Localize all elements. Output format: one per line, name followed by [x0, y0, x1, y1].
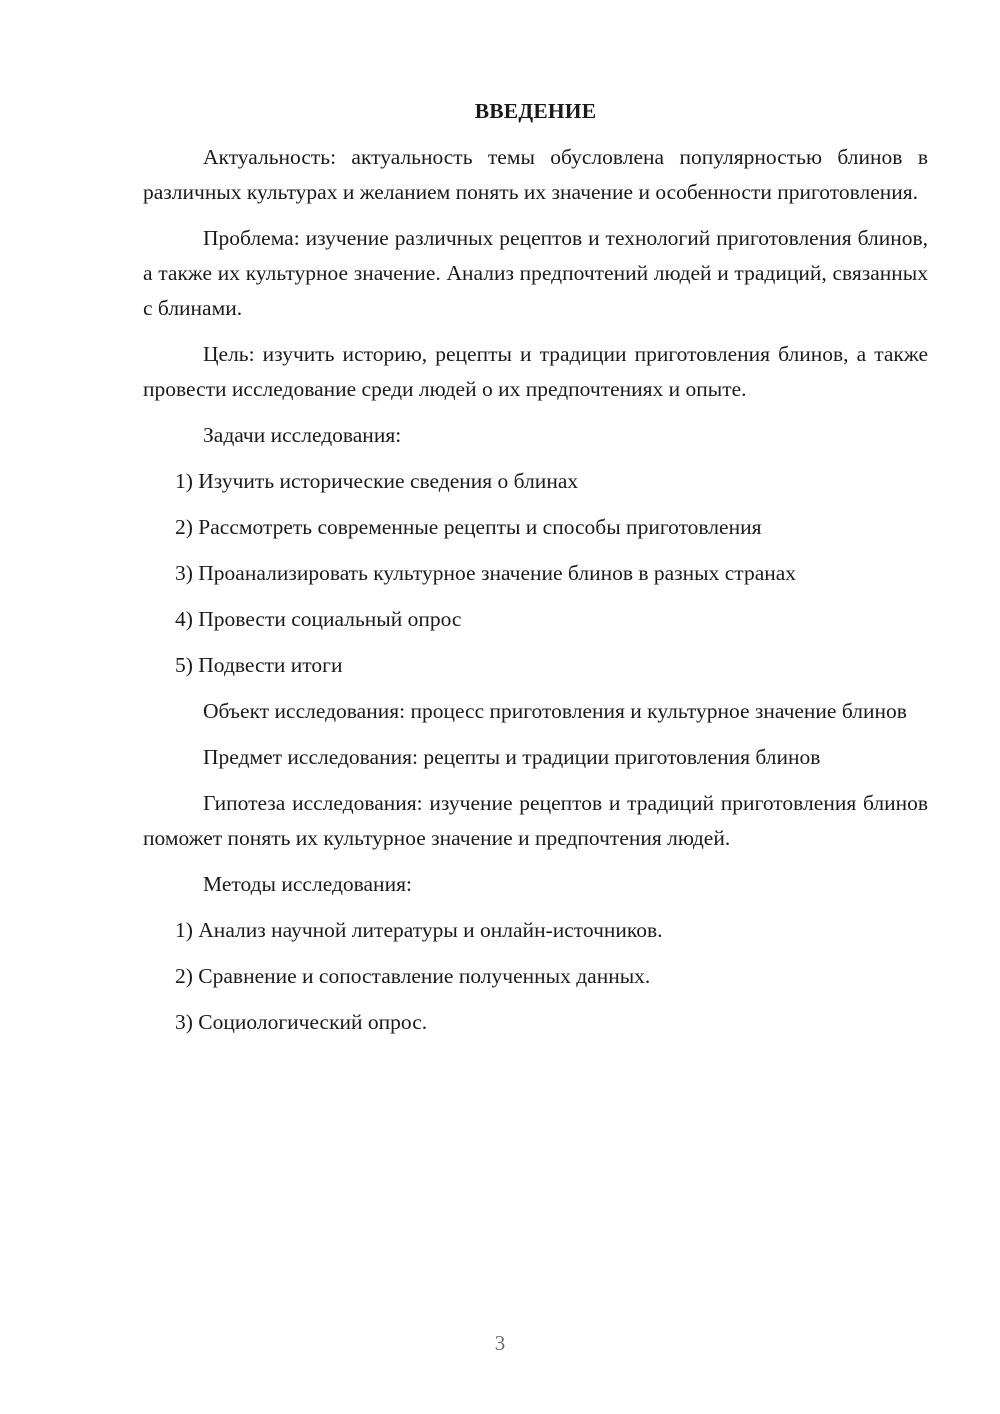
task-item: 5) Подвести итоги [175, 653, 343, 677]
section-title: ВВЕДЕНИЕ [474, 99, 597, 123]
method-item: 2) Сравнение и сопоставление полученных данных. [175, 964, 651, 988]
problem-paragraph: Проблема: изучение различных рецептов и технологий приготовления блинов, а также их культурное значение. Анализ предпочтений людей и традиций, связанных с блинами. [143, 226, 928, 320]
methods-heading: Методы исследования: [203, 872, 412, 896]
task-item: 1) Изучить исторические сведения о блинах [175, 469, 579, 493]
goal-paragraph: Цель: изучить историю, рецепты и традиции приготовления блинов, а также провести исследование среди людей о их предпочтениях и опыте. [143, 342, 928, 401]
hypothesis-paragraph: Гипотеза исследования: изучение рецептов и традиций приготовления блинов поможет понять их культурное значение и предпочтения людей. [143, 791, 928, 850]
object-paragraph: Объект исследования: процесс приготовления и культурное значение блинов [203, 699, 907, 723]
tasks-heading: Задачи исследования: [203, 423, 402, 447]
task-item: 3) Проанализировать культурное значение блинов в разных странах [175, 561, 797, 585]
task-item: 4) Провести социальный опрос [175, 607, 462, 631]
page-number: 3 [494, 1331, 506, 1355]
method-item: 3) Социологический опрос. [175, 1010, 428, 1034]
method-item: 1) Анализ научной литературы и онлайн-источников. [175, 918, 663, 942]
task-item: 2) Рассмотреть современные рецепты и способы приготовления [175, 515, 762, 539]
tasks-list [143, 464, 928, 683]
methods-list [143, 913, 928, 1040]
document-page [143, 94, 928, 1051]
subject-paragraph: Предмет исследования: рецепты и традиции приготовления блинов [203, 745, 821, 769]
relevance-paragraph: Актуальность: актуальность темы обусловлена популярностью блинов в различных культурах и желанием понять их значение и особенности приготовления. [143, 145, 928, 204]
